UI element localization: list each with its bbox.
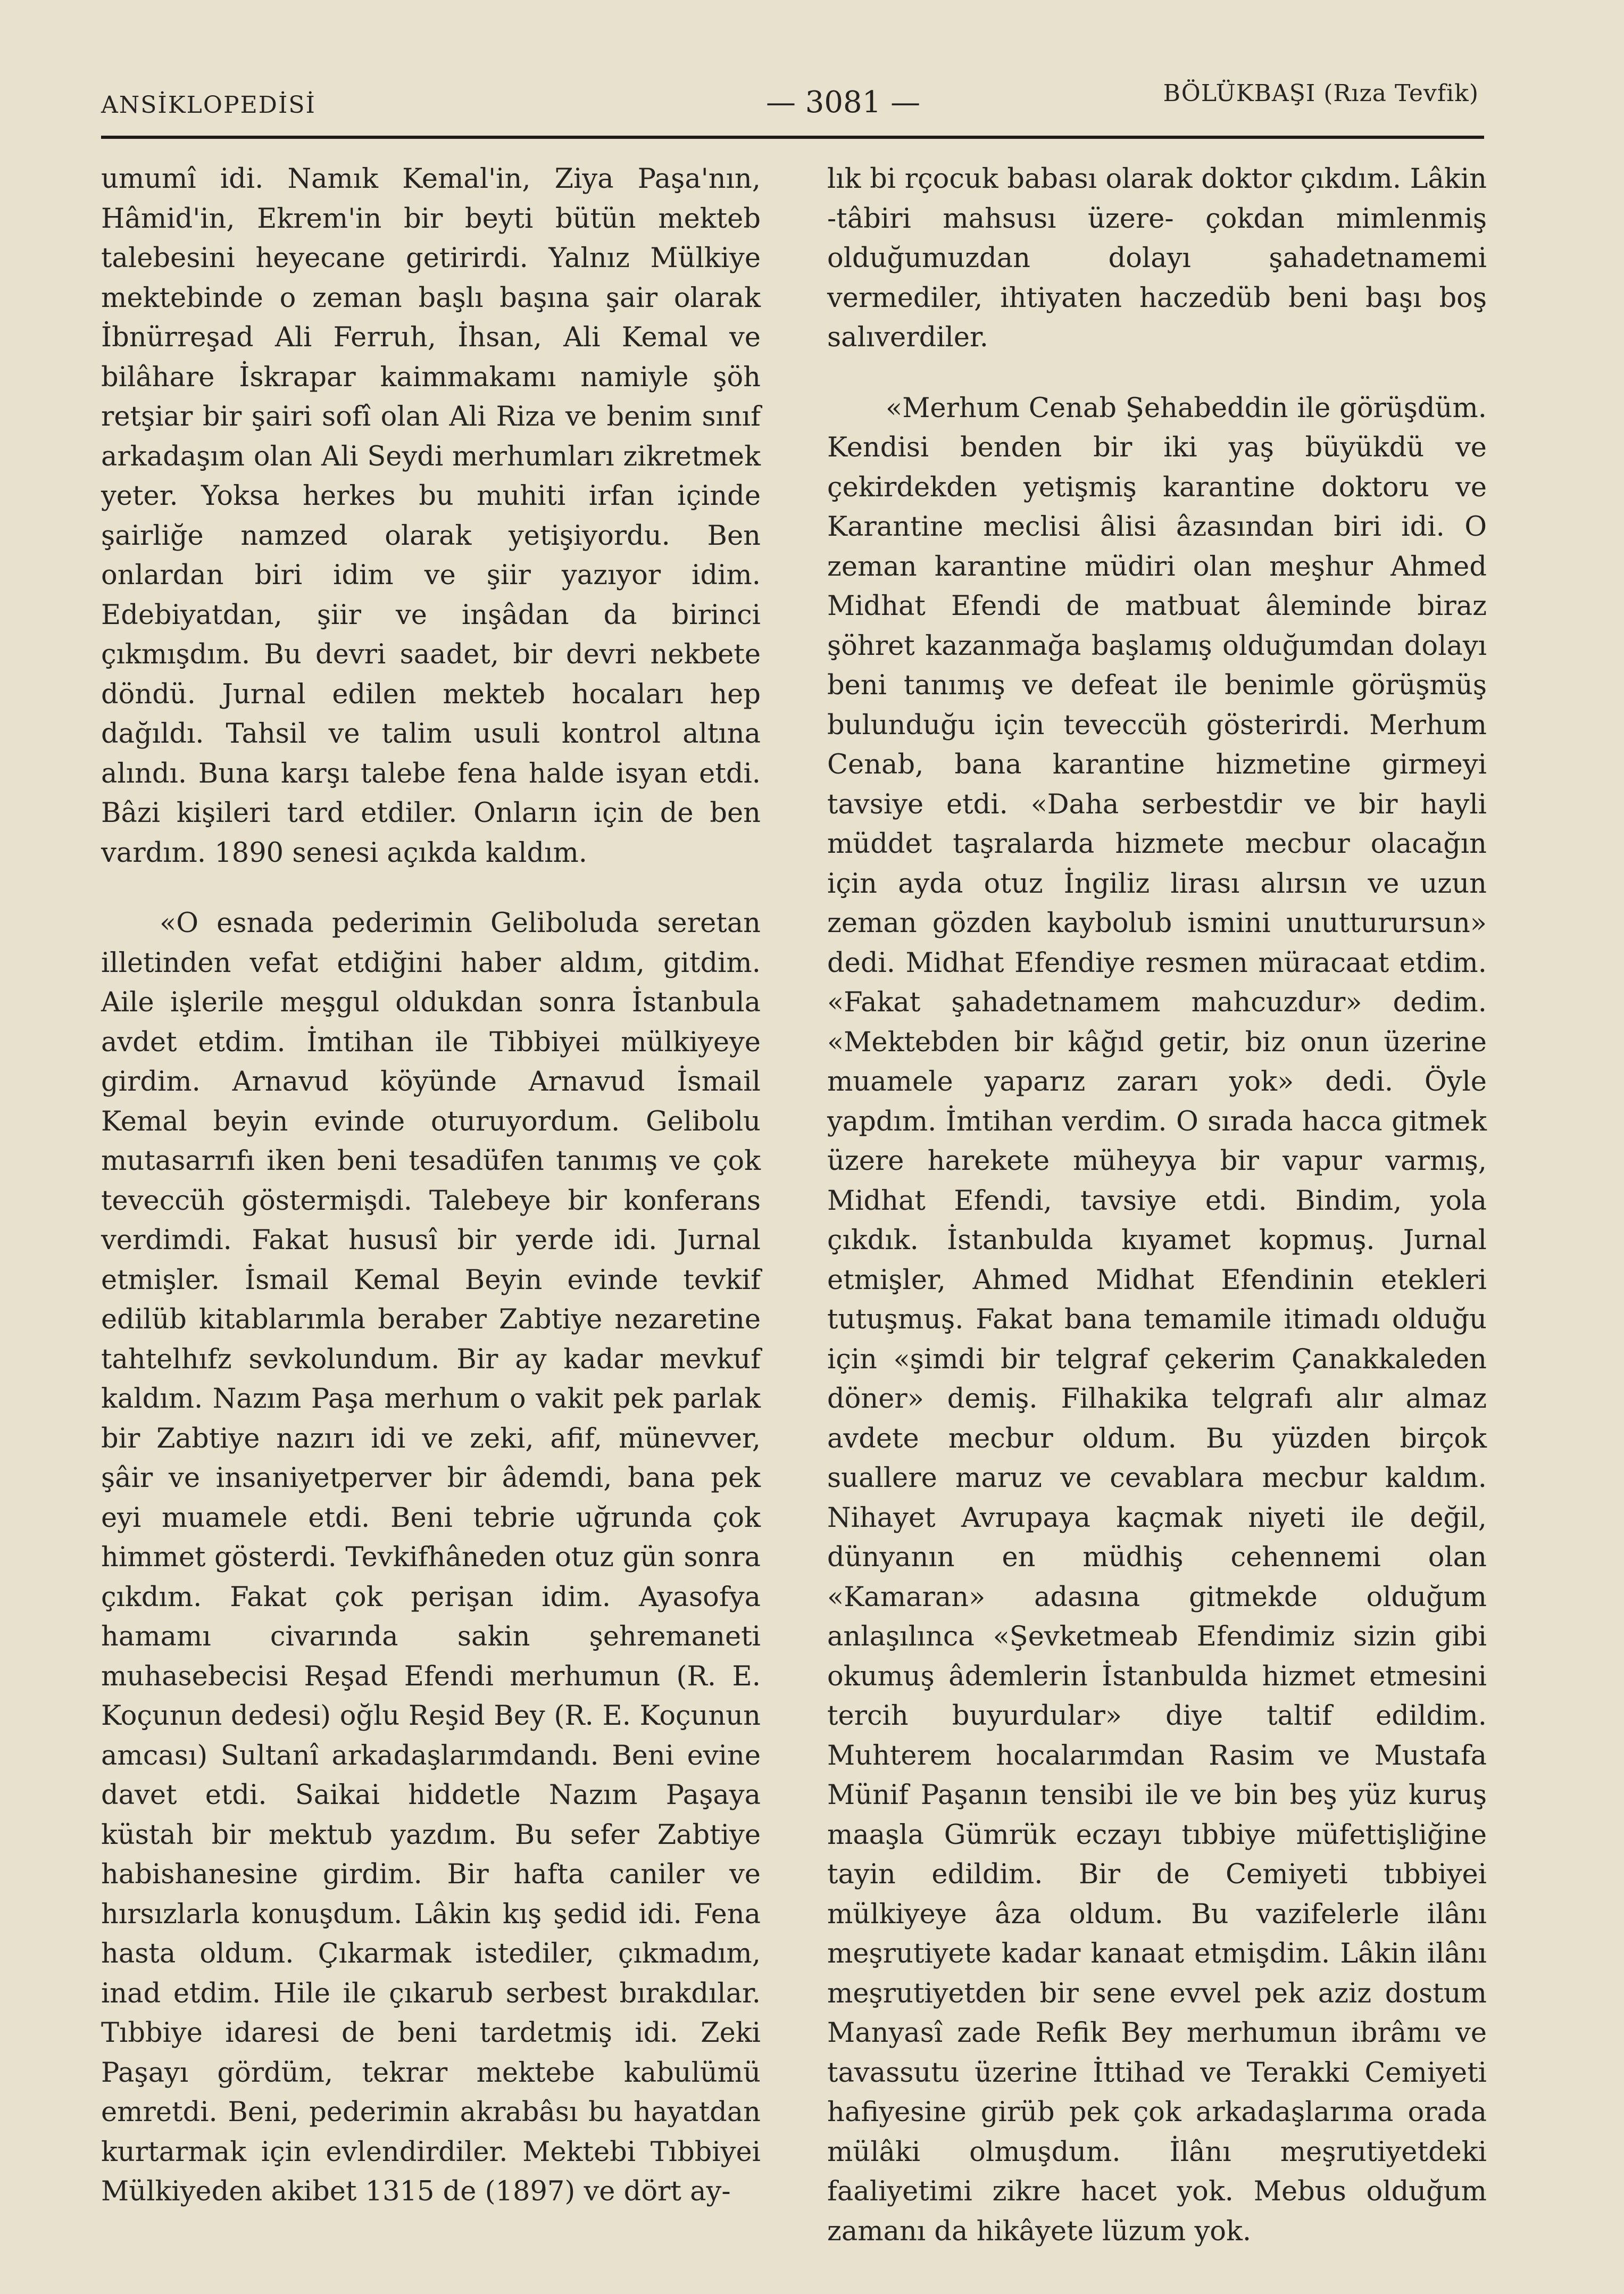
- header-rule: [101, 136, 1484, 139]
- header-entry: BÖLÜKBAŞI (Rıza Tevfik): [1163, 80, 1479, 107]
- right-column: [827, 160, 1487, 2247]
- page-number: — 3081 —: [766, 85, 921, 120]
- paragraph: lık bi rçocuk babası olarak doktor çıkdım. Lâkin -tâbiri mahsusı üzere- çokdan mimlenmiş olduğumuzdan dolayı şahadetnamemi vermediler, ihtiyaten haczedüb beni başı boş salıverdiler.: [827, 163, 1487, 353]
- header-title: ANSİKLOPEDİSİ: [101, 92, 316, 119]
- paragraph: «Merhum Cenab Şehabeddin ile görüşdüm. Kendisi benden bir iki yaş büyükdü ve çekirdekden yetişmiş karantine doktoru ve Karantine meclisi âlisi âzasından biri idi. O zeman karantine müdiri olan meşhur Ahmed Midhat Efendi de matbuat âleminde biraz şöhret kazanmağa başlamış olduğumdan dolayı beni tanımış ve defeat ile benimle görüşmüş bulunduğu için teveccüh gösterirdi. Merhum Cenab, bana karantine hizmetine girmeyi tavsiye etdi. «Daha serbestdir ve bir hayli müddet taşralarda hizmete mecbur olacağın için ayda otuz İngiliz lirası alırsın ve uzun zeman gözden kaybolub ismini unutturursun» dedi. Midhat Efendiye resmen müracaat etdim. «Fakat şahadetnamem mahcuzdur» dedim. «Mektebden bir kâğıd getir, biz onun üzerine muamele yaparız zararı yok» dedi. Öyle yapdım. İmtihan verdim. O sırada hacca gitmek üzere harekete müheyya bir vapur varmış, Midhat Efendi, tavsiye etdi. Bindim, yola çıkdık. İstanbulda kıyamet kopmuş. Jurnal etmişler, Ahmed Midhat Efendinin etekleri tutuşmuş. Fakat bana temamile itimadı olduğu için «şimdi bir telgraf çekerim Çanakkaleden döner» demiş. Filhakika telgrafı alır almaz avdete mecbur oldum. Bu yüzden birçok suallere maruz ve cevablara mecbur kaldım. Nihayet Avrupaya kaçmak niyeti ile değil, dünyanın en müdhiş cehennemi olan «Kamaran» adasına gitmekde olduğum anlaşılınca «Şevketmeab Efendimiz sizin gibi okumuş âdemlerin İstanbulda hizmet etmesini tercih buyurdular» diye taltif edildim. Muhterem hocalarımdan Rasim ve Mustafa Münif Paşanın tensibi ile ve bin beş yüz kuruş maaşla Gümrük eczayı tıbbiye müfettişliğine tayin edildim. Bir de Cemiyeti tıbbiyei mülkiyeye âza oldum. Bu vazifelerle ilânı meşrutiyete kadar kanaat etmişdim. Lâkin ilânı meşrutiyetden bir sene evvel pek aziz dostum Manyasî zade Refik Bey merhumun ibrâmı ve tavassutu üzerine İttihad ve Terakki Cemiyeti hafiyesine girüb pek çok arkadaşlarıma orada mülâki olmuşdum. İlânı meşrutiyetdeki faaliyetimi zikre hacet yok. Mebus olduğum zamanı da hikâyete lüzum yok.: [827, 392, 1487, 2247]
- paragraph: «O esnada pederimin Geliboluda seretan illetinden vefat etdiğini haber aldım, gitdim. Aile işlerile meşgul oldukdan sonra İstanbula avdet etdim. İmtihan ile Tibbiyei mülkiyeye girdim. Arnavud köyünde Arnavud İsmail Kemal beyin evinde oturuyordum. Gelibolu mutasarrıfı iken beni tesadüfen tanımış ve çok teveccüh göstermişdi. Talebeye bir konferans verdimdi. Fakat hususî bir yerde idi. Jurnal etmişler. İsmail Kemal Beyin evinde tevkif edilüb kitablarımla beraber Zabtiye nezaretine tahtelhıfz sevkolundum. Bir ay kadar mevkuf kaldım. Nazım Paşa merhum o vakit pek parlak bir Zabtiye nazırı idi ve zeki, afif, münevver, şâir ve insaniyetperver bir âdemdi, bana pek eyi muamele etdi. Beni tebrie uğrunda çok himmet gösterdi. Tevkifhâneden otuz gün sonra çıkdım. Fakat çok perişan idim. Ayasofya hamamı civarında sakin şehremaneti muhasebecisi Reşad Efendi merhumun (R. E. Koçunun dedesi) oğlu Reşid Bey (R. E. Koçunun amcası) Sultanî arkadaşlarımdandı. Beni evine davet etdi. Saikai hiddetle Nazım Paşaya küstah bir mektub yazdım. Bu sefer Zabtiye habishanesine girdim. Bir hafta caniler ve hırsızlarla konuşdum. Lâkin kış şedid idi. Fena hasta oldum. Çıkarmak istediler, çıkmadım, inad etdim. Hile ile çıkarub serbest bırakdılar. Tıbbiye idaresi de beni tardetmiş idi. Zeki Paşayı gördüm, tekrar mektebe kabulümü emretdi. Beni, pederimin akrabâsı bu hayatdan kurtarmak için evlendirdiler. Mektebi Tıbbiyei Mülkiyeden akibet 1315 de (1897) ve dört ay-: [101, 908, 761, 2207]
- page-header: [101, 80, 1479, 133]
- left-column: [101, 160, 761, 2207]
- paragraph: umumî idi. Namık Kemal'in, Ziya Paşa'nın, Hâmid'in, Ekrem'in bir beyti bütün mekteb talebesini heyecane getirirdi. Yalnız Mülkiye mektebinde o zeman başlı başına şair olarak İbnürreşad Ali Ferruh, İhsan, Ali Kemal ve bilâhare İskrapar kaimmakamı namiyle şöh retşiar bir şairi sofî olan Ali Riza ve benim sınıf arkadaşım olan Ali Seydi merhumları zikretmek yeter. Yoksa herkes bu muhiti irfan içinde şairliğe namzed olarak yetişiyordu. Ben onlardan biri idim ve şiir yazıyor idim. Edebiyatdan, şiir ve inşâdan da birinci çıkmışdım. Bu devri saadet, bir devri nekbete döndü. Jurnal edilen mekteb hocaları hep dağıldı. Tahsil ve talim usuli kontrol altına alındı. Buna karşı talebe fena halde isyan etdi. Bâzi kişileri tard etdiler. Onların için de ben vardım. 1890 senesi açıkda kaldım.: [101, 163, 761, 869]
